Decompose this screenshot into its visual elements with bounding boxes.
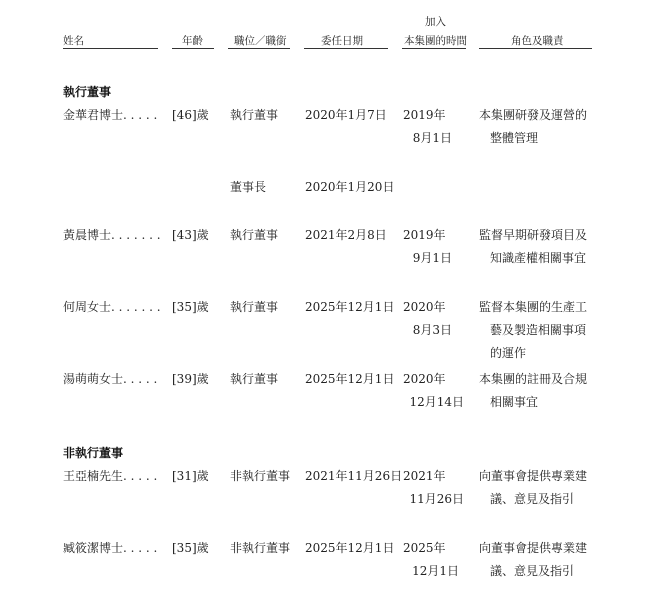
join-day: 12月14日 [409,395,464,409]
director-age: [35]歲 [172,541,209,555]
appointment-date: 2021年2月8日 [305,228,387,242]
join-day: 12月1日 [412,564,459,578]
join-day: 8月3日 [412,323,452,337]
director-name: 臧筱潔博士. . . . . [63,541,158,555]
header-rule-join [402,48,466,49]
header-position: 職位／職銜 [234,35,287,47]
director-age: [39]歲 [172,372,209,386]
role-line-2: 知識產權相關事宜 [490,251,587,265]
appointment-date: 2025年12月1日 [305,300,395,314]
header-age: 年齡 [182,35,203,47]
role-line-1: 監督本集團的生產工 [479,300,588,314]
header-name: 姓名 [63,35,84,47]
role-line-1: 監督早期研發項目及 [479,228,588,242]
join-year: 2020年 [403,372,446,386]
header-rule-position [228,48,290,49]
director-name: 金華君博士. . . . . [63,108,158,122]
role-line-2: 相關事宜 [490,395,539,409]
appointment-date: 2020年1月20日 [305,180,395,194]
director-position: 執行董事 [230,300,279,314]
join-year: 2019年 [403,108,446,122]
director-age: [31]歲 [172,469,209,483]
role-line-1: 本集團研發及運營的 [479,108,588,122]
appointment-date: 2025年12月1日 [305,372,395,386]
director-name: 黃晨博士. . . . . . . [63,228,161,242]
director-position: 董事長 [230,180,267,194]
role-line-2: 整體管理 [490,131,539,145]
director-position: 非執行董事 [230,541,291,555]
director-name: 湯萌萌女士. . . . . [63,372,158,386]
join-year: 2025年 [403,541,446,555]
role-line-2: 議、意見及指引 [490,564,575,578]
director-age: [43]歲 [172,228,209,242]
appointment-date: 2025年12月1日 [305,541,395,555]
director-position: 執行董事 [230,228,279,242]
header-appointment-date: 委任日期 [321,35,363,47]
section-executive-directors: 執行董事 [63,85,112,99]
header-roles: 角色及職責 [511,35,564,47]
header-rule-name [63,48,158,49]
join-year: 2021年 [403,469,446,483]
director-position: 執行董事 [230,108,279,122]
join-year: 2019年 [403,228,446,242]
role-line-2: 藝及製造相關事項 [490,323,587,337]
header-rule-date [304,48,388,49]
director-age: [35]歲 [172,300,209,314]
section-non-executive-directors: 非執行董事 [63,446,124,460]
appointment-date: 2021年11月26日 [305,469,403,483]
header-join-line2: 本集團的時間 [404,35,467,47]
role-line-1: 向董事會提供專業建 [479,469,588,483]
role-line-2: 議、意見及指引 [490,492,575,506]
director-position: 非執行董事 [230,469,291,483]
role-line-1: 向董事會提供專業建 [479,541,588,555]
director-name: 王亞楠先生. . . . . [63,469,158,483]
director-name: 何周女士. . . . . . . [63,300,161,314]
role-line-3: 的運作 [490,346,527,360]
join-day: 9月1日 [412,251,452,265]
join-day: 8月1日 [412,131,452,145]
join-year: 2020年 [403,300,446,314]
header-join-line1: 加入 [425,16,446,28]
director-position: 執行董事 [230,372,279,386]
join-day: 11月26日 [409,492,464,506]
header-rule-roles [479,48,592,49]
role-line-1: 本集團的註冊及合規 [479,372,588,386]
header-rule-age [172,48,214,49]
appointment-date: 2020年1月7日 [305,108,387,122]
director-age: [46]歲 [172,108,209,122]
